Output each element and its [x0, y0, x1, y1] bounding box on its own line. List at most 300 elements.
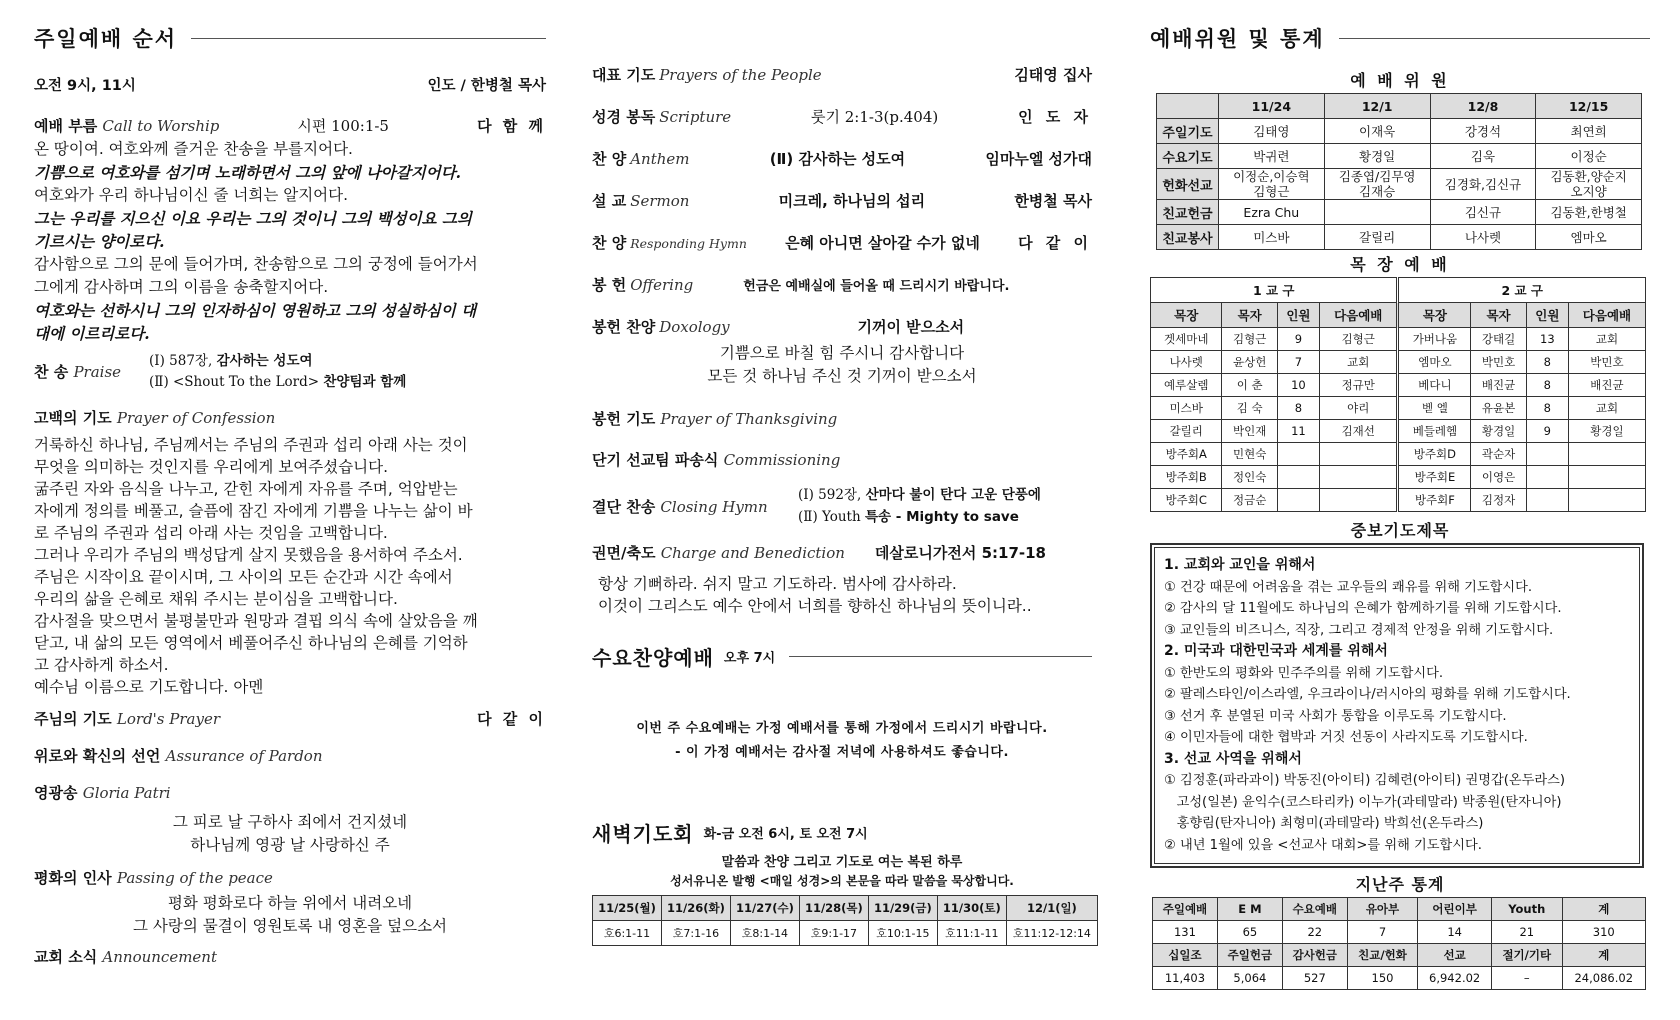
table-cell: 21	[1492, 921, 1562, 944]
service-info	[34, 74, 546, 95]
table-title: 중보기도제목	[1350, 521, 1450, 540]
table-cell: Ezra Chu	[1219, 200, 1325, 225]
day-cell: 12/1(일)	[1006, 896, 1097, 921]
prayer-line: 감사절을 맞으면서 불평불만과 원망과 결핍 의식 속에 살았음을 깨	[34, 612, 478, 630]
order-of-worship-column	[34, 0, 546, 1020]
order-of-worship-continued	[592, 0, 1092, 1020]
lords-prayer-heading	[34, 708, 546, 729]
table-cell: 22	[1282, 921, 1347, 944]
prayer-item: ① 한반도의 평화와 민주주의를 위해 기도합시다.	[1164, 665, 1444, 681]
table-cell: 8	[1526, 374, 1568, 397]
assurance-heading	[34, 745, 546, 766]
hymn-title: 산마다 불이 탄다 고운 단풍에	[865, 487, 1041, 503]
table-header-row	[1153, 898, 1646, 921]
table-cell: 엠마오	[1536, 225, 1642, 250]
table-cell: 김욱	[1430, 144, 1536, 169]
item-en: Announcement	[102, 948, 217, 966]
table-title: 지난주 통계	[1355, 875, 1445, 894]
table-cell: 11	[1277, 420, 1319, 443]
table-cell: 김종엽/김무영 김재승	[1324, 169, 1430, 200]
item-en: Call to Worship	[102, 117, 220, 135]
item-ko: 위로와 확신의 선언	[34, 747, 161, 765]
table-cell: 곽순자	[1471, 443, 1526, 466]
table-cell: 벧 엘	[1398, 397, 1471, 420]
table-cell: 이영은	[1471, 466, 1526, 489]
lyric-line: 평화 평화로다 하늘 위에서 내려오네	[167, 894, 413, 912]
commissioning-heading	[592, 449, 1092, 470]
table-cell: 최연희	[1536, 119, 1642, 144]
table-cell	[1277, 443, 1319, 466]
prayer-line: 자에게 정의를 베풀고, 슬픔에 잠긴 자에게 기쁨을 나누는 삶이 바	[34, 502, 473, 520]
item-ko: 평화의 인사	[34, 869, 112, 887]
column-header: 절기/기타	[1492, 944, 1562, 967]
dawn-note: 성서유니온 발행 <매일 성경>의 본문을 따라 말씀을 묵상합니다.	[670, 874, 1014, 888]
column-header: 주일예배	[1153, 898, 1218, 921]
congregation-line: 그는 우리를 지으신 이요 우리는 그의 것이니 그의 백성이요 그의	[34, 209, 472, 228]
table-cell: 방주회E	[1398, 466, 1471, 489]
table-row	[1157, 119, 1642, 144]
table-cell: 겟세마네	[1151, 328, 1222, 351]
item-en: Passing of the peace	[116, 869, 273, 887]
item-en: Charge and Benediction	[660, 544, 845, 562]
table-cell: 강태길	[1471, 328, 1526, 351]
item-en: Praise	[73, 363, 122, 381]
table-header-row	[1153, 944, 1646, 967]
prayer-line: 그러나 우리가 주님의 백성답게 살지 못했음을 용서하여 주소서.	[34, 546, 463, 564]
item-en: Responding Hymn	[630, 236, 747, 251]
prayer-line: 로 주님의 주권과 섭리 아래 사는 것임을 고백합니다.	[34, 524, 388, 542]
divider	[1339, 38, 1650, 39]
section-header	[34, 18, 546, 58]
column-header: 목자	[1222, 303, 1277, 328]
wednesday-notice	[592, 717, 1092, 765]
worship-item	[592, 274, 1092, 296]
item-ko: 예배 부름	[34, 117, 98, 135]
item-en: Prayers of the People	[659, 66, 822, 84]
doxology-lyrics	[592, 342, 1092, 388]
table-cell: 13	[1526, 328, 1568, 351]
table-cell: 민현숙	[1222, 443, 1277, 466]
hymn-title: 찬양팀과 함께	[323, 374, 407, 390]
leader-line: 온 땅이여. 여호와께 즐거운 찬송을 부를지어다.	[34, 140, 353, 158]
column-header: 12/15	[1536, 94, 1642, 119]
column-header: 11/24	[1219, 94, 1325, 119]
table-row	[1151, 351, 1646, 374]
table-cell: 방주회D	[1398, 443, 1471, 466]
table-cell: 6,942.02	[1418, 967, 1492, 990]
lyric-line: 기쁨으로 바칠 힘 주시니 감사합니다	[719, 344, 965, 362]
leader-line: 그에게 감사하며 그의 이름을 송축할지어다.	[34, 278, 329, 296]
column-header: 다음예배	[1568, 303, 1645, 328]
section-title: 주일예배 순서	[34, 27, 178, 51]
item-ko: 권면/축도	[592, 544, 656, 562]
section-header	[1150, 18, 1650, 58]
table-cell: 김형근	[1222, 328, 1277, 351]
column-header	[1157, 94, 1219, 119]
table-cell: 10	[1277, 374, 1319, 397]
statistics-table	[1152, 897, 1646, 990]
item-en: Doxology	[659, 318, 730, 336]
table-cell: 8	[1277, 397, 1319, 420]
item-ref: 시편 100:1-5	[297, 117, 389, 135]
item-en: Gloria Patri	[82, 784, 171, 802]
item-ko: 봉헌 기도	[592, 410, 656, 428]
table-cell: 배진균	[1471, 374, 1526, 397]
prayer-item: ② 감사의 달 11월에도 하나님의 은혜가 함께하기를 위해 기도합시다.	[1164, 601, 1562, 616]
table-row	[1153, 921, 1646, 944]
prayer-item: ② 팔레스타인/이스라엘, 우크라이나/러시아의 평화를 위해 기도합시다.	[1164, 687, 1571, 702]
table-cell	[1568, 466, 1645, 489]
prayer-item: 고성(일본) 윤익수(코스타리카) 이누가(과테말라) 박종원(탄자니아)	[1164, 794, 1562, 810]
table-cell: 유윤본	[1471, 397, 1526, 420]
reading-cell: 호7:1-16	[661, 921, 730, 946]
item-ko: 봉 헌	[592, 276, 627, 294]
table-row	[1157, 169, 1642, 200]
day-cell: 11/26(화)	[661, 896, 730, 921]
divider	[789, 656, 1092, 657]
worship-item	[592, 190, 1092, 212]
reading-cell: 호11:12-12:14	[1006, 921, 1097, 946]
row-header: 친교헌금	[1157, 200, 1219, 225]
table-cell: 정인숙	[1222, 466, 1277, 489]
item-detail: 기꺼이 받으소서	[857, 318, 965, 336]
table-cell: 정규만	[1319, 374, 1398, 397]
lyric-line: 그 사랑의 물결이 영원토록 내 영혼을 덮으소서	[132, 917, 448, 935]
praise-item	[34, 351, 546, 393]
table-cell	[1319, 489, 1398, 512]
item-en: Prayer of Thanksgiving	[660, 410, 838, 428]
congregation-line: 기쁨으로 여호와를 섬기며 노래하면서 그의 앞에 나아갈지어다.	[34, 163, 462, 182]
day-cell: 11/29(금)	[868, 896, 937, 921]
table-cell: 24,086.02	[1562, 967, 1646, 990]
table-cell: 김태영	[1219, 119, 1325, 144]
table-header-row	[1157, 94, 1642, 119]
column-header: 감사헌금	[1282, 944, 1347, 967]
table-cell: 갈릴리	[1151, 420, 1222, 443]
table-cell: 방주회C	[1151, 489, 1222, 512]
reading-cell: 호8:1-14	[730, 921, 799, 946]
hymn-number: (Ⅱ) Youth	[798, 509, 861, 525]
item-who: 다 같 이	[477, 710, 546, 728]
item-ko: 단기 선교팀 파송식	[592, 451, 719, 469]
dawn-theme: 말씀과 찬양 그리고 기도로 여는 복된 하루	[721, 855, 963, 870]
table-cell: 65	[1217, 921, 1282, 944]
column-header: 목장	[1398, 303, 1471, 328]
item-ko: 주님의 기도	[34, 710, 112, 728]
table-cell	[1319, 443, 1398, 466]
item-detail: 은혜 아니면 살아갈 수가 없네	[785, 234, 980, 252]
item-ko: 고백의 기도	[34, 409, 112, 427]
table-cell: 예루살렘	[1151, 374, 1222, 397]
item-who: 다 함 께	[477, 117, 546, 135]
table-cell: 김신규	[1430, 200, 1536, 225]
text-line: 항상 기뻐하라. 쉬지 말고 기도하라. 범사에 감사하라.	[598, 575, 957, 593]
table-cell: 이재욱	[1324, 119, 1430, 144]
table-cell: 김동환,한병철	[1536, 200, 1642, 225]
item-ko: 성경 봉독	[592, 108, 656, 126]
table-cell: 김경화,김신규	[1430, 169, 1536, 200]
item-ko: 찬 양	[592, 234, 627, 252]
prayer-line: 거룩하신 하나님, 주님께서는 주님의 주권과 섭리 아래 사는 것이	[34, 436, 468, 454]
table-cell	[1568, 489, 1645, 512]
leader-line: 감사함으로 그의 문에 들어가며, 찬송함으로 그의 궁정에 들어가서	[34, 255, 478, 273]
table-cell: 방주회A	[1151, 443, 1222, 466]
table-row	[1157, 200, 1642, 225]
prayer-item: ② 내년 1월에 있을 <선교사 대회>를 위해 기도합시다.	[1164, 837, 1482, 853]
column-header: 수요예배	[1282, 898, 1347, 921]
table-cell: 방주회B	[1151, 466, 1222, 489]
prayer-line: 주님은 시작이요 끝이시며, 그 사이의 모든 순간과 시간 속에서	[34, 568, 453, 586]
table-title: 예 배 위 원	[1350, 71, 1450, 90]
table-row	[1151, 443, 1646, 466]
call-to-worship-heading	[34, 115, 546, 136]
table-cell: 미스바	[1219, 225, 1325, 250]
table-cell	[1277, 489, 1319, 512]
confession-heading	[34, 407, 546, 428]
day-cell: 11/30(토)	[937, 896, 1006, 921]
table-header-row	[1151, 303, 1646, 328]
reading-cell: 호11:1-11	[937, 921, 1006, 946]
item-detail: 미크레, 하나님의 섭리	[778, 192, 926, 210]
column-header: 어린이부	[1418, 898, 1492, 921]
column-header: 12/8	[1430, 94, 1536, 119]
prayer-topic: 3. 선교 사역을 위해서	[1164, 750, 1302, 767]
table-cell: 교회	[1568, 328, 1645, 351]
table-cell: 박민호	[1568, 351, 1645, 374]
table-cell: 강경석	[1430, 119, 1536, 144]
table-cell	[1568, 443, 1645, 466]
table-cell: 정금순	[1222, 489, 1277, 512]
table-cell: 나사렛	[1430, 225, 1536, 250]
congregation-line: 대에 이르리로다.	[34, 324, 150, 343]
item-ko: 봉헌 찬양	[592, 318, 656, 336]
item-ko: 설 교	[592, 192, 627, 210]
worship-item	[592, 316, 1092, 338]
lyric-line: 하나님께 영광 날 사랑하신 주	[190, 836, 390, 854]
benediction-text	[592, 573, 1092, 617]
row-header: 주일기도	[1157, 119, 1219, 144]
prayer-topic: 2. 미국과 대한민국과 세계를 위해서	[1164, 643, 1388, 659]
table-cell: 이정순	[1536, 144, 1642, 169]
prayer-line: 우리의 삶을 은혜로 채워 주시는 분이심을 고백합니다.	[34, 590, 398, 608]
table-cell: 베들레헴	[1398, 420, 1471, 443]
table-cell: 14	[1418, 921, 1492, 944]
table-cell: 9	[1526, 420, 1568, 443]
item-en: Prayer of Confession	[116, 409, 276, 427]
table-cell	[1277, 466, 1319, 489]
prayer-line: 고 감사하게 하소서.	[34, 656, 169, 674]
item-en: Anthem	[630, 150, 690, 168]
table-cell	[1319, 466, 1398, 489]
hymn-number: (Ⅱ) <Shout To the Lord>	[149, 374, 320, 390]
prayer-item: ④ 이민자들에 대한 협박과 거짓 선동이 사라지도록 기도합시다.	[1164, 730, 1528, 745]
table-cell: 7	[1347, 921, 1417, 944]
table-cell: 엠마오	[1398, 351, 1471, 374]
closing-hymn-item	[592, 484, 1092, 528]
lyric-line: 모든 것 하나님 주신 것 기꺼이 받으소서	[707, 367, 977, 385]
reading-cell: 호10:1-15	[868, 921, 937, 946]
column-header: 12/1	[1324, 94, 1430, 119]
day-cell: 11/27(수)	[730, 896, 799, 921]
item-en: Assurance of Pardon	[165, 747, 323, 765]
item-ko: 결단 찬송	[592, 497, 656, 516]
service-time: 오전 9시, 11시	[34, 78, 136, 94]
table-cell: 8	[1526, 397, 1568, 420]
announcement-heading	[34, 946, 546, 967]
item-ko: 교회 소식	[34, 948, 98, 966]
item-ko: 대표 기도	[592, 66, 656, 84]
column-header: 계	[1562, 944, 1646, 967]
table-title: 목 장 예 배	[1350, 255, 1450, 274]
item-en: Scripture	[659, 108, 732, 126]
table-row	[1153, 967, 1646, 990]
worship-item	[592, 232, 1092, 254]
item-who: 한병철 목사	[1014, 192, 1092, 210]
column-header: Youth	[1492, 898, 1562, 921]
section-subtitle: 화-금 오전 6시, 토 오전 7시	[703, 826, 868, 842]
table-cell: 베다니	[1398, 374, 1471, 397]
item-en: Closing Hymn	[660, 497, 768, 516]
table-cell: 150	[1347, 967, 1417, 990]
table-cell: 310	[1562, 921, 1646, 944]
thanksgiving-heading	[592, 408, 1092, 429]
table-cell: 김동환,양순지 오지양	[1536, 169, 1642, 200]
prayer-line: 예수님 이름으로 기도합니다. 아멘	[34, 678, 264, 696]
table-row	[1151, 328, 1646, 351]
column-header: 친교/헌화	[1347, 944, 1417, 967]
prayer-line: 닫고, 내 삶의 모든 영역에서 베풀어주신 하나님의 은혜를 기억하	[34, 634, 468, 652]
table-header-row	[593, 896, 1098, 921]
committee-table	[1156, 93, 1642, 250]
table-cell	[1526, 489, 1568, 512]
table-cell: 5,064	[1217, 967, 1282, 990]
reading-cell: 호9:1-17	[799, 921, 868, 946]
column-header: 다음예배	[1319, 303, 1398, 328]
column-header: 계	[1562, 898, 1646, 921]
item-ko: 찬 양	[592, 150, 627, 168]
table-cell: 김형근	[1319, 328, 1398, 351]
table-cell: 김 숙	[1222, 397, 1277, 420]
table-cell: 황경일	[1324, 144, 1430, 169]
table-cell: –	[1492, 967, 1562, 990]
table-cell: 나사렛	[1151, 351, 1222, 374]
item-who: 임마누엘 성가대	[985, 150, 1092, 168]
table-cell: 황경일	[1568, 420, 1645, 443]
table-cell: 가버나움	[1398, 328, 1471, 351]
table-row	[1157, 225, 1642, 250]
item-detail: (Ⅱ) 감사하는 성도여	[769, 150, 906, 168]
item-en: Commissioning	[723, 451, 841, 469]
table-cell: 7	[1277, 351, 1319, 374]
column-header: 선교	[1418, 944, 1492, 967]
bible-reading-table	[592, 895, 1098, 946]
prayer-item: 홍향림(탄자니아) 최형미(과테말라) 박희선(온두라스)	[1164, 816, 1484, 831]
group-header-row	[1151, 278, 1646, 303]
committee-stats-column	[1150, 0, 1650, 1020]
responsive-reading	[34, 138, 546, 345]
item-ref: 데살로니가전서 5:17-18	[874, 544, 1046, 562]
column-header: 인원	[1277, 303, 1319, 328]
section-title: 수요찬양예배	[592, 645, 714, 670]
table-cell: 김정자	[1471, 489, 1526, 512]
notice-line: - 이 가정 예배서는 감사절 저녁에 사용하셔도 좋습니다.	[675, 745, 1009, 760]
table-cell: 윤상헌	[1222, 351, 1277, 374]
item-who: 김태영 집사	[1014, 66, 1092, 84]
reading-cell: 호6:1-11	[593, 921, 662, 946]
item-en: Offering	[630, 276, 694, 294]
table-cell: 9	[1277, 328, 1319, 351]
day-cell: 11/25(월)	[593, 896, 662, 921]
table-cell: 8	[1526, 351, 1568, 374]
table-row	[1151, 397, 1646, 420]
item-detail: 룻기 2:1-3(p.404)	[811, 108, 939, 126]
item-en: Sermon	[630, 192, 690, 210]
table-cell	[1526, 443, 1568, 466]
table-row	[1151, 374, 1646, 397]
section-title: 새벽기도회	[592, 821, 694, 846]
hymn-title: 특송 - Mighty to save	[864, 509, 1019, 525]
section-title: 예배위원 및 통계	[1150, 27, 1325, 51]
table-cell: 이 춘	[1222, 374, 1277, 397]
table-cell: 갈릴리	[1324, 225, 1430, 250]
group-2-header: 2 교 구	[1398, 278, 1646, 303]
table-cell: 배진균	[1568, 374, 1645, 397]
worship-item	[592, 106, 1092, 128]
hymn-number: (Ⅰ) 587장,	[149, 353, 213, 369]
wednesday-header	[592, 639, 1092, 673]
table-cell: 이정순,이승혁 김형근	[1219, 169, 1325, 200]
prayer-line: 무엇을 의미하는 것인지를 우리에게 보여주셨습니다.	[34, 458, 389, 476]
table-cell	[1526, 466, 1568, 489]
column-header: 목장	[1151, 303, 1222, 328]
table-row	[1151, 420, 1646, 443]
item-who: 다 같 이	[1018, 234, 1092, 252]
worship-item	[592, 148, 1092, 170]
table-cell: 11,403	[1153, 967, 1218, 990]
worship-item	[592, 64, 1092, 86]
column-header: 목자	[1471, 303, 1526, 328]
prayer-requests-box	[1150, 543, 1644, 868]
column-header: 주일헌금	[1217, 944, 1282, 967]
congregation-line: 기르시는 양이로다.	[34, 232, 165, 251]
prayer-line: 굶주린 자와 음식을 나누고, 갇힌 자에게 자유를 주며, 억압받는	[34, 480, 458, 498]
text-line: 이것이 그리스도 예수 안에서 너희를 향하신 하나님의 뜻이니라..	[598, 597, 1032, 615]
benediction-heading	[592, 542, 1092, 563]
hymn-title: 감사하는 성도여	[216, 353, 313, 369]
congregation-line: 여호와는 선하시니 그의 인자하심이 영원하고 그의 성실하심이 대	[34, 301, 477, 320]
notice-line: 이번 주 수요예배는 가정 예배서를 통해 가정에서 드리시기 바랍니다.	[636, 721, 1048, 736]
row-header: 헌화선교	[1157, 169, 1219, 200]
hymn-number: (Ⅰ) 592장,	[798, 487, 862, 503]
prayer-item: ① 건강 때문에 어려움을 겪는 교우들의 쾌유를 위해 기도합시다.	[1164, 579, 1533, 595]
table-cell: 교회	[1319, 351, 1398, 374]
peace-lyrics	[34, 892, 546, 938]
table-cell	[1324, 200, 1430, 225]
lyric-line: 그 피로 날 구하사 죄에서 건지셨네	[172, 813, 408, 831]
table-cell: 김재선	[1319, 420, 1398, 443]
gloria-lyrics	[34, 811, 546, 857]
row-header: 수요기도	[1157, 144, 1219, 169]
service-leader: 인도 / 한병철 목사	[427, 78, 546, 94]
table-cell: 야리	[1319, 397, 1398, 420]
prayer-item: ① 김정훈(파라과이) 박동진(아이티) 김혜련(아이티) 권명갑(온두라스)	[1164, 773, 1565, 788]
table-cell: 교회	[1568, 397, 1645, 420]
worship-items	[592, 64, 1092, 338]
item-detail: 헌금은 예배실에 들어올 때 드리시기 바랍니다.	[743, 279, 1010, 294]
table-cell: 박민호	[1471, 351, 1526, 374]
table-row	[593, 921, 1098, 946]
table-row	[1151, 489, 1646, 512]
